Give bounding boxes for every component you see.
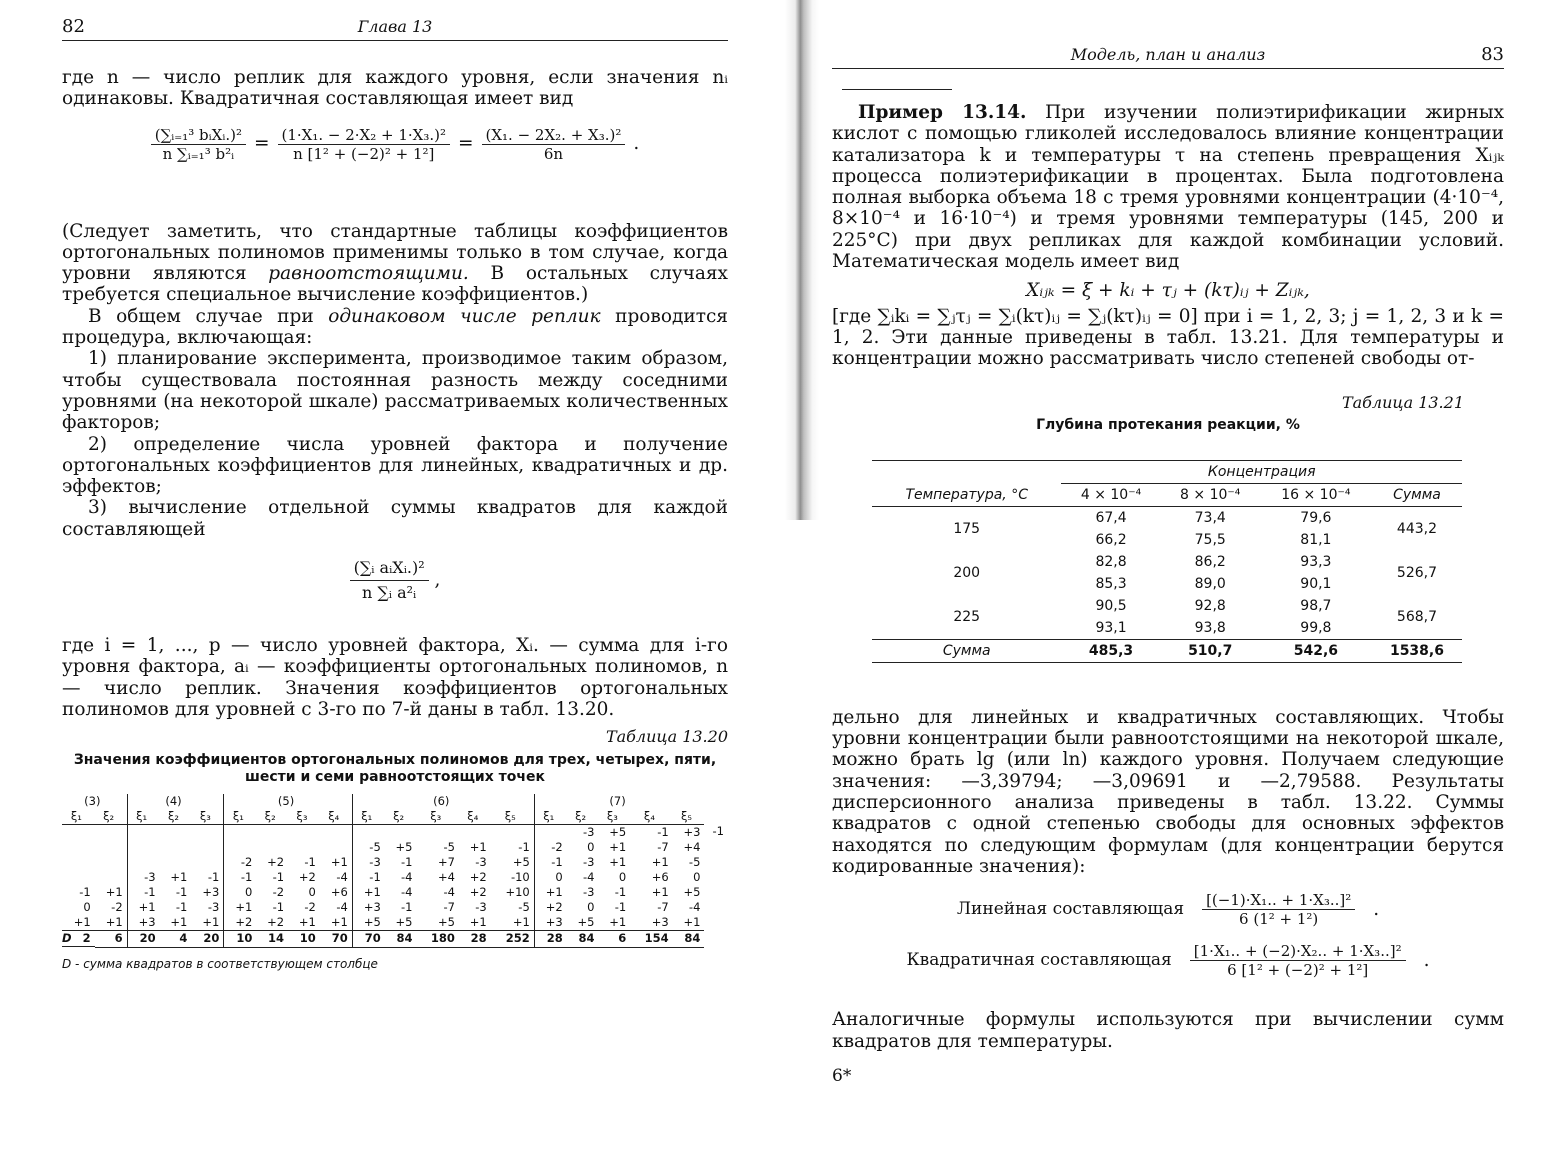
table-cell: -1	[534, 855, 566, 870]
table-cell: 0	[224, 885, 256, 900]
table-cell: -1	[304, 854, 316, 869]
column-group-header: (6)	[352, 794, 534, 809]
temperature-cell: 200	[953, 564, 981, 581]
table-cell: 0	[587, 839, 595, 854]
page-number-left: 82	[62, 15, 85, 37]
column-header: 16 × 10⁻⁴	[1260, 483, 1372, 506]
section-separator	[842, 89, 952, 90]
table-cell: 93,1	[1095, 619, 1127, 636]
table-cell: 99,8	[1300, 619, 1332, 636]
temperature-cell: 225	[953, 608, 981, 625]
paragraph: где n — число реплик для каждого уровня, если значения nᵢ одинаковы. Квадратичная составляющая имеет вид	[62, 67, 728, 110]
linear-component-formula: Линейная составляющая $\frac{\text{[(−1)·X₁.. + 1·X₃..]²}}{\text{6 (1² + 1²)}}$ .	[956, 891, 1380, 929]
column-group-header: (7)	[534, 794, 704, 809]
table-cell: 20	[191, 930, 223, 947]
table-cell: +2	[469, 869, 487, 884]
table-cell	[95, 824, 127, 840]
table-cell: 93,8	[1194, 619, 1226, 636]
table-cell	[95, 870, 127, 885]
table-cell: -4	[401, 884, 413, 899]
table-cell: 510,7	[1161, 639, 1260, 662]
table-cell: 73,4	[1194, 509, 1226, 526]
table-cell: -1	[224, 870, 256, 885]
right-page	[832, 0, 1504, 1158]
row-sum-cell: 443,2	[1396, 520, 1438, 537]
column-header: ξ₁	[534, 809, 566, 825]
table-cell	[191, 840, 223, 855]
table-cell: 92,8	[1194, 597, 1226, 614]
table-cell: -4	[336, 899, 348, 914]
equation-component-ss: $\frac{\text{(∑ᵢ aᵢXᵢ.)²}}{\text{n ∑ᵢ a²ᵢ}}$ ,	[62, 556, 728, 605]
table-cell: +3	[202, 884, 220, 899]
table-cell: -4	[583, 869, 595, 884]
table-cell: +1	[298, 914, 316, 929]
table-cell	[352, 824, 384, 840]
table-cell: +5	[577, 914, 595, 929]
paragraph: [где ∑ᵢkᵢ = ∑ⱼτⱼ = ∑ᵢ(kτ)ᵢⱼ = ∑ⱼ(kτ)ᵢⱼ = 0] при i = 1, 2, 3; j = 1, 2, 3 и k = 1, 2. Эти данные приведены в табл. 13.21. Для температуры и концентрации можно рассматривать число степеней свободы от-	[832, 305, 1504, 370]
paragraph: дельно для линейных и квадратичных составляющих. Чтобы уровни концентрации были равноотстоящими на некоторой шкале, можно брать lg (или ln) каждого уровня. Получаем следующие значения: —3,39794; —3,09691 и —2,79588. Результаты дисперсионного анализа приведены в табл. 13.22. Суммы квадратов с одной степенью свободы для основных эффектов находятся по следующим формулам (для концентрации берутся кодированные значения):	[832, 706, 1504, 877]
table-row	[62, 824, 728, 840]
table-cell: -2	[534, 840, 566, 855]
table-cell: +1	[469, 839, 487, 854]
table-cell: +1	[651, 854, 669, 869]
column-header: ξ₃	[598, 809, 630, 825]
table-cell-value: 2	[82, 931, 91, 946]
header-concentration: Концентрация	[1061, 460, 1462, 483]
row-sum-cell: 568,7	[1396, 608, 1438, 625]
table-cell: 79,6	[1300, 509, 1332, 526]
table-cell: -4	[336, 869, 348, 884]
table-cell: +1	[683, 914, 701, 929]
table-cell: 86,2	[1194, 553, 1226, 570]
table-label: Таблица 13.20	[605, 727, 728, 747]
table-cell: +2	[469, 884, 487, 899]
table-row	[872, 506, 1462, 529]
table-cell: +1	[534, 885, 566, 900]
table-row	[872, 595, 1462, 617]
table-cell: -5	[443, 839, 455, 854]
table-cell: +6	[651, 869, 669, 884]
table-cell	[320, 840, 352, 855]
table-cell: 84	[385, 930, 417, 947]
table-cell: -2	[272, 884, 285, 899]
table-cell	[224, 824, 256, 840]
page-number-right: 83	[1481, 43, 1504, 65]
table-cell: +1	[202, 914, 220, 929]
table-cell: 0	[618, 869, 627, 884]
table-cell: 90,5	[1095, 597, 1127, 614]
table-cell: 70	[352, 930, 384, 947]
table-cell	[385, 824, 417, 840]
table-note: D - сумма квадратов в соответствующем столбце	[62, 956, 378, 971]
table-row	[62, 855, 728, 870]
table-cell: +1	[127, 900, 159, 915]
table-cell: -5	[518, 899, 530, 914]
table-cell	[127, 824, 159, 840]
sum-of-squares-row	[62, 930, 728, 947]
table-cell	[256, 824, 288, 840]
table-cell: 1538,6	[1372, 639, 1462, 662]
table-cell: 82,8	[1095, 553, 1127, 570]
table-cell: -1	[175, 884, 188, 899]
table-cell: +5	[609, 824, 627, 839]
table-cell: 0	[308, 884, 316, 899]
paragraph: Аналогичные формулы используются при вычислении сумм квадратов для температуры.	[832, 1009, 1504, 1052]
left-header	[62, 0, 728, 41]
table-cell	[62, 824, 95, 840]
table-cell	[256, 840, 288, 855]
table-cell: -1	[79, 884, 91, 899]
table-cell: +1	[224, 900, 256, 915]
table-cell: -3	[475, 854, 487, 869]
table-cell: -3	[352, 855, 384, 870]
table-cell: 0	[587, 899, 595, 914]
table-cell	[95, 855, 127, 870]
column-header: 8 × 10⁻⁴	[1161, 483, 1260, 506]
list-item: 1) планирование эксперимента, производимое таким образом, чтобы существовала постоянная разность между соседними уровнями (на некоторой шкале) рассматриваемых количественных факторов;	[62, 348, 728, 434]
table-cell	[534, 824, 566, 840]
table-cell: +1	[512, 914, 530, 929]
table-cell: 180	[417, 930, 459, 947]
table-cell: +1	[352, 885, 384, 900]
table-cell: +5	[512, 854, 530, 869]
column-group-header: (3)	[84, 793, 101, 808]
table-cell: -3	[583, 854, 595, 869]
table-row	[62, 840, 728, 855]
table-cell: 20	[127, 930, 159, 947]
table-cell: 10	[288, 930, 320, 947]
table-cell: +10	[505, 884, 530, 899]
table-cell: 67,4	[1095, 509, 1127, 526]
column-header: 4 × 10⁻⁴	[1061, 483, 1160, 506]
table-cell: 4	[160, 930, 192, 947]
table-cell: 28	[459, 930, 491, 947]
table-cell: +4	[683, 839, 701, 854]
table-cell: -1	[272, 899, 285, 914]
table-cell	[127, 855, 159, 870]
column-header: Сумма	[1372, 483, 1462, 506]
table-cell	[62, 855, 95, 870]
table-cell: 0	[83, 899, 91, 914]
table-cell: 485,3	[1061, 639, 1160, 662]
table-cell: -1	[614, 884, 627, 899]
table-cell: -7	[657, 899, 669, 914]
table-cell: 542,6	[1260, 639, 1372, 662]
column-header: ξ₂	[567, 809, 599, 825]
table-cell: +2	[298, 869, 316, 884]
table-cell: 252	[491, 930, 535, 947]
column-header: ξ₁	[224, 809, 256, 825]
table-cell: +3	[534, 915, 566, 931]
table-cell: -7	[443, 899, 455, 914]
table-cell: -1	[518, 839, 530, 854]
table-cell: -1	[401, 854, 413, 869]
quadratic-component-formula: Квадратичная составляющая $\frac{\text{[1·X₁.. + (−2)·X₂.. + 1·X₃..]²}}{\text{6 [1² + (−2)² + 1²]}}$ .	[906, 942, 1430, 980]
table-cell: +1	[609, 839, 627, 854]
table-cell: +2	[534, 900, 566, 915]
table-title: Глубина протекания реакции, %	[1036, 416, 1300, 433]
left-page	[62, 0, 728, 1158]
d-label: D	[62, 931, 72, 946]
running-head-left: Глава 13	[357, 16, 433, 36]
table-cell: +1	[170, 869, 188, 884]
table-row	[62, 915, 728, 931]
table-cell: 90,1	[1300, 575, 1332, 592]
table-row	[62, 870, 728, 885]
table-cell: 70	[320, 930, 352, 947]
table-cell: -2	[304, 899, 316, 914]
table-cell: +1	[330, 914, 348, 929]
table-cell: 28	[534, 930, 566, 947]
table-cell: +5	[683, 884, 701, 899]
table-row	[62, 885, 728, 900]
column-header: ξ₃	[417, 809, 459, 825]
column-header: ξ₄	[459, 809, 491, 825]
column-header: ξ₄	[630, 809, 672, 825]
table-cell: +1	[651, 884, 669, 899]
table-cell: -10	[510, 869, 530, 884]
table-cell	[191, 824, 223, 840]
table-cell: +1	[330, 854, 348, 869]
table-cell: +3	[127, 915, 159, 931]
reaction-depth-table	[872, 460, 1462, 663]
temperature-cell: 175	[953, 520, 981, 537]
table-cell: 85,3	[1095, 575, 1127, 592]
table-cell: -3	[475, 899, 487, 914]
table-cell: -5	[688, 854, 701, 869]
table-cell: +1	[469, 914, 487, 929]
table-cell: +1	[73, 914, 91, 929]
table-cell: -1	[175, 899, 188, 914]
table-cell	[459, 824, 491, 840]
header-temperature: Температура, °C	[872, 483, 1061, 506]
table-cell: +3	[651, 914, 669, 929]
book-binding-shadow	[785, 0, 819, 520]
row-sum-cell: 526,7	[1396, 564, 1438, 581]
table-cell: -2	[111, 899, 123, 914]
column-header: ξ₃	[288, 809, 320, 825]
table-cell: 6	[95, 930, 127, 947]
table-cell: +1	[609, 854, 627, 869]
table-cell: +1	[609, 914, 627, 929]
table-cell: +7	[437, 854, 455, 869]
running-head-right: Модель, план и анализ	[1070, 44, 1266, 64]
table-cell: 84	[567, 930, 599, 947]
column-header: ξ₂	[256, 809, 288, 825]
table-cell	[62, 930, 95, 947]
table-cell: 81,1	[1300, 531, 1332, 548]
table-cell: 66,2	[1095, 531, 1127, 548]
table-cell: +1	[105, 884, 123, 899]
table-cell	[417, 824, 459, 840]
table-cell: +2	[267, 854, 285, 869]
table-cell	[62, 870, 95, 885]
equation-quadratic: $\frac{\text{(∑ᵢ₌₁³ bᵢXᵢ.)²}}{\text{n ∑ᵢ₌₁³ b²ᵢ}}$ = $\frac{\text{(1·X₁. − 2·X₂ + 1·X₃.)²}}{\text{n [1² + (−2)² + 1²]}}$ = $\frac{\text{(X₁. − 2X₂. + X₃.)²}}{6n}$ .	[62, 126, 728, 163]
table-cell: +3	[352, 900, 384, 915]
table-cell: +2	[224, 915, 256, 931]
table-cell: 75,5	[1194, 531, 1226, 548]
column-header: ξ₁	[62, 809, 95, 825]
table-cell: +1	[105, 914, 123, 929]
table-cell: -4	[688, 899, 701, 914]
table-cell: +6	[330, 884, 348, 899]
column-header: ξ₂	[95, 809, 127, 825]
table-cell: +5	[395, 839, 413, 854]
table-row	[872, 551, 1462, 573]
table-cell: 14	[256, 930, 288, 947]
table-cell: 93,3	[1300, 553, 1332, 570]
table-cell: 10	[224, 930, 256, 947]
table-cell	[288, 824, 320, 840]
column-header: ξ₂	[385, 809, 417, 825]
list-item: 2) определение числа уровней фактора и получение ортогональных коэффициентов для линейных, квадратичных и др. эффектов;	[62, 433, 728, 498]
table-cell	[160, 824, 192, 840]
model-equation: Xᵢⱼₖ = ξ + kᵢ + τⱼ + (kτ)ᵢⱼ + Zᵢⱼₖ,	[1026, 280, 1310, 302]
table-cell: +1	[170, 914, 188, 929]
paragraph: где i = 1, ..., p — число уровней фактора, Xᵢ. — сумма для i-го уровня фактора, aᵢ — коэффициенты ортогональных полиномов, n — число реплик. Значения коэффициентов ортогональных полиномов для уровней с 3-го по 7-й даны в табл. 13.20.	[62, 635, 728, 720]
table-cell: -1	[401, 899, 413, 914]
table-cell: +5	[352, 915, 384, 931]
table-cell: -1	[272, 869, 285, 884]
table-cell: 84	[673, 930, 705, 947]
table-cell: +2	[267, 914, 285, 929]
table-cell: -3	[127, 870, 159, 885]
signature-mark: 6*	[832, 1065, 852, 1086]
column-group-header: (4)	[127, 794, 224, 809]
table-cell	[62, 840, 95, 855]
table-cell: -3	[583, 884, 595, 899]
sum-label: Сумма	[872, 639, 1061, 662]
table-cell: +4	[437, 869, 455, 884]
table-cell: 89,0	[1194, 575, 1226, 592]
table-cell	[288, 840, 320, 855]
right-header	[832, 0, 1504, 69]
column-header: ξ₁	[127, 809, 159, 825]
orthogonal-coefficients-table	[62, 794, 728, 948]
table-label: Таблица 13.21	[1341, 392, 1464, 412]
table-cell: -1	[657, 824, 669, 839]
table-cell	[224, 840, 256, 855]
table-cell	[160, 840, 192, 855]
table-cell: -1	[712, 824, 724, 839]
table-cell: -4	[443, 884, 455, 899]
table-cell: -1	[614, 899, 627, 914]
table-row	[62, 900, 728, 915]
table-cell: -1	[207, 869, 220, 884]
table-cell: 6	[598, 930, 630, 947]
table-title: Значения коэффициентов ортогональных полиномов для трех, четырех, пяти, шести и семи равноотстоящих точек	[73, 751, 717, 785]
table-cell: -3	[583, 824, 595, 839]
table-cell	[491, 824, 535, 840]
table-cell: -5	[352, 840, 384, 855]
paragraph: В общем случае при одинаковом числе реплик проводится процедура, включающая:	[62, 305, 728, 349]
table-cell	[95, 840, 127, 855]
column-header: ξ₁	[352, 809, 384, 825]
list-item: 3) вычисление отдельной суммы квадратов для каждой составляющей	[62, 497, 728, 540]
table-cell	[320, 824, 352, 840]
column-header: ξ₄	[320, 809, 352, 825]
table-cell: -2	[224, 855, 256, 870]
table-cell: +3	[683, 824, 701, 839]
table-cell	[160, 855, 192, 870]
column-header: ξ₃	[191, 809, 223, 825]
paragraph: (Следует заметить, что стандартные таблицы коэффициентов ортогональных полиномов применимы только в том случае, когда уровни являются равноотстоящими. В остальных случаях требуется специальное вычисление коэффициентов.)	[62, 220, 728, 306]
table-cell: 0	[534, 870, 566, 885]
column-header: ξ₅	[673, 809, 705, 825]
table-cell	[191, 855, 223, 870]
column-header: ξ₅	[491, 809, 535, 825]
example-paragraph: Пример 13.14. При изучении полиэтирификации жирных кислот с помощью гликолей исследовалось влияние концентрации катализатора k и температуры τ на степень превращения Xᵢⱼₖ процесса полиэтерификации в процентах. Была подготовлена полная выборка объема 18 с тремя уровнями концентрации (4·10⁻⁴, 8×10⁻⁴ и 16·10⁻⁴) и тремя уровнями температуры (145, 200 и 225°C) при двух репликах для каждой комбинации условий. Математическая модель имеет вид	[832, 102, 1504, 273]
table-cell: -1	[127, 885, 159, 900]
table-cell: 0	[693, 869, 701, 884]
table-cell: 154	[630, 930, 672, 947]
table-cell: +5	[395, 914, 413, 929]
column-group-header: (5)	[224, 794, 352, 809]
table-cell: -4	[401, 869, 413, 884]
table-cell	[127, 840, 159, 855]
table-cell: -7	[657, 839, 669, 854]
table-cell: +5	[437, 914, 455, 929]
table-cell: 98,7	[1300, 597, 1332, 614]
column-header: ξ₂	[160, 809, 192, 825]
table-cell: -1	[352, 870, 384, 885]
table-cell: -3	[207, 899, 220, 914]
